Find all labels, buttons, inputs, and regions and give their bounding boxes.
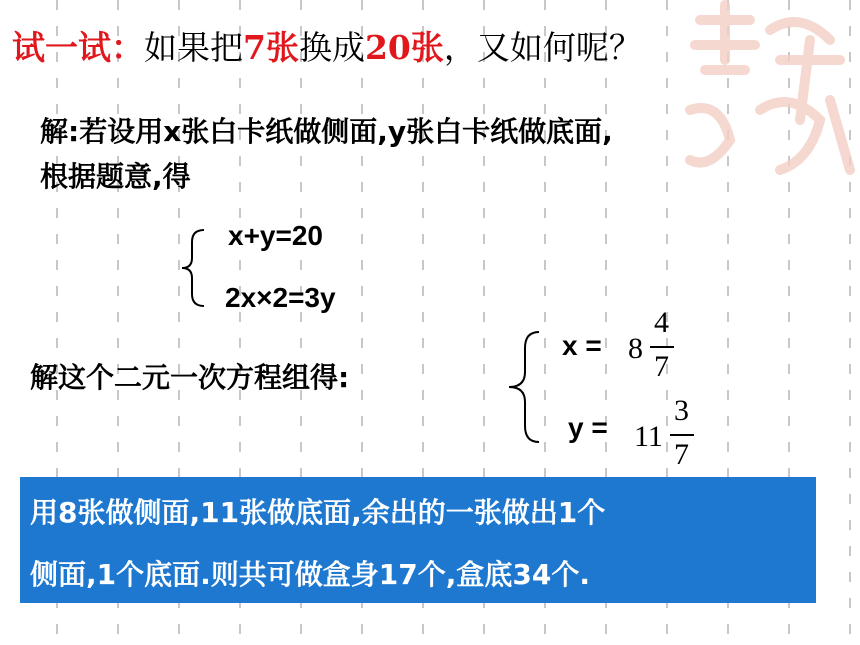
- x-fraction: [628, 306, 688, 392]
- y-fraction-bar: [670, 434, 694, 436]
- y-whole: 11: [634, 420, 663, 453]
- solution-line-1: 解:若设用x张白卡纸做侧面,y张白卡纸做底面,: [40, 115, 613, 148]
- x-numerator: 4: [654, 306, 669, 339]
- title-num2: 20张: [364, 28, 444, 67]
- title-part3: ，又如何呢？: [443, 28, 642, 67]
- result-brace-icon: [505, 330, 545, 444]
- x-fraction-bar: [650, 346, 674, 348]
- x-label: x =: [562, 330, 602, 361]
- equation-1: x+y=20: [228, 220, 323, 251]
- x-denominator: 7: [654, 350, 669, 383]
- equation-2: 2x×2=3y: [225, 282, 336, 313]
- result-label: 解这个二元一次方程组得:: [30, 361, 350, 394]
- y-fraction: [634, 394, 704, 478]
- conclusion-banner: [20, 477, 816, 603]
- decorative-calligraphy-watermark: [660, 0, 860, 190]
- banner-line-2: 侧面,1个底面.则共可做盒身17个,盒底34个.: [30, 558, 590, 591]
- title-num1: 7张: [243, 28, 299, 67]
- banner-line-1: 用8张做侧面,11张做底面,余出的一张做出1个: [30, 496, 606, 529]
- title-part1: 如果把: [144, 28, 243, 67]
- system-brace-icon: [180, 228, 210, 308]
- x-whole: 8: [628, 332, 643, 365]
- y-label: y =: [568, 412, 608, 443]
- title-prefix: 试一试：: [12, 28, 144, 67]
- page-title: [12, 22, 642, 69]
- solution-line-2: 根据题意,得: [40, 160, 191, 193]
- title-part2: 换成: [298, 28, 365, 67]
- y-numerator: 3: [674, 394, 689, 427]
- y-denominator: 7: [674, 438, 689, 471]
